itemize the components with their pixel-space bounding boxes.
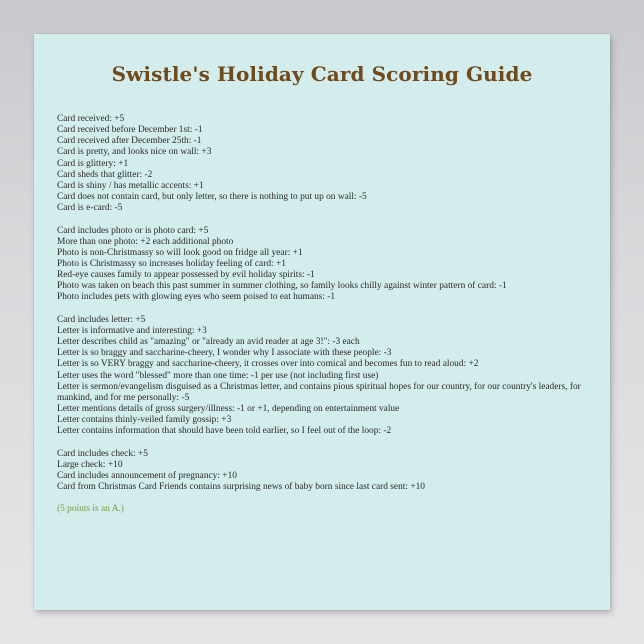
guide-line: Letter uses the word "blessed" more than one time: -1 per use (not including first use) xyxy=(57,370,379,381)
guide-line: Card does not contain card, but only letter, so there is nothing to put up on wall: -5 xyxy=(57,192,367,203)
guide-line: Red-eye causes family to appear possessed by evil holiday spirits: -1 xyxy=(57,270,315,281)
guide-line: Letter is sermon/evangelism disguised as a Christmas letter, and contains pious spiritual hopes for our country, for our country's leaders, for mankind, and for me personally: -5 xyxy=(57,381,581,403)
guide-line: Card is e-card: -5 xyxy=(57,203,123,214)
guide-line: Large check: +10 xyxy=(57,459,123,470)
section-card-basics xyxy=(57,114,602,214)
guide-line: Photo includes pets with glowing eyes who seem poised to eat humans: -1 xyxy=(57,292,336,303)
guide-line: Card from Christmas Card Friends contains surprising news of baby born since last card sent: +10 xyxy=(57,482,425,493)
guide-line: Card includes announcement of pregnancy: +10 xyxy=(57,470,237,481)
scoring-guide-body xyxy=(57,114,602,516)
guide-line: Card is glittery: +1 xyxy=(57,158,129,169)
guide-line: More than one photo: +2 each additional photo xyxy=(57,236,234,247)
guide-line: Photo was taken on beach this past summer in summer clothing, so family looks chilly against winter pattern of card: -1 xyxy=(57,281,507,292)
poster xyxy=(34,34,610,610)
guide-line: Card is pretty, and looks nice on wall: +3 xyxy=(57,147,212,158)
guide-line: Card includes letter: +5 xyxy=(57,314,146,325)
poster-title: Swistle's Holiday Card Scoring Guide xyxy=(111,62,533,86)
section-photo xyxy=(57,226,602,304)
guide-line: Photo is non-Christmassy so will look good on fridge all year: +1 xyxy=(57,247,303,258)
grading-footnote: (5 points is an A.) xyxy=(57,504,124,515)
guide-line: Card received before December 1st: -1 xyxy=(57,125,203,136)
guide-line: Letter describes child as "amazing" or "already an avid reader at age 3!": -3 each xyxy=(57,337,360,348)
section-check-and-news xyxy=(57,449,602,494)
guide-line: Card received: +5 xyxy=(57,114,125,124)
guide-line: Letter mentions details of gross surgery/illness: -1 or +1, depending on entertainment value xyxy=(57,404,400,415)
guide-line: Letter contains information that should have been told earlier, so I feel out of the loop: -2 xyxy=(57,426,392,437)
guide-line: Card includes check: +5 xyxy=(57,448,148,459)
guide-line: Photo is Christmassy so increases holiday feeling of card: +1 xyxy=(57,259,286,270)
guide-line: Card includes photo or is photo card: +5 xyxy=(57,225,209,236)
section-letter xyxy=(57,315,602,438)
guide-line: Card sheds that glitter: -2 xyxy=(57,169,153,180)
guide-line: Letter is informative and interesting: +3 xyxy=(57,325,207,336)
guide-line: Letter is so VERY braggy and saccharine-cheery, it crosses over into comical and becomes fun to read aloud: +2 xyxy=(57,359,479,370)
guide-line: Card received after December 25th: -1 xyxy=(57,136,202,147)
guide-line: Letter is so braggy and saccharine-cheery, I wonder why I associate with these people: -3 xyxy=(57,348,392,359)
guide-line: Card is shiny / has metallic accents: +1 xyxy=(57,180,204,191)
guide-line: Letter contains thinly-veiled family gossip: +3 xyxy=(57,415,232,426)
